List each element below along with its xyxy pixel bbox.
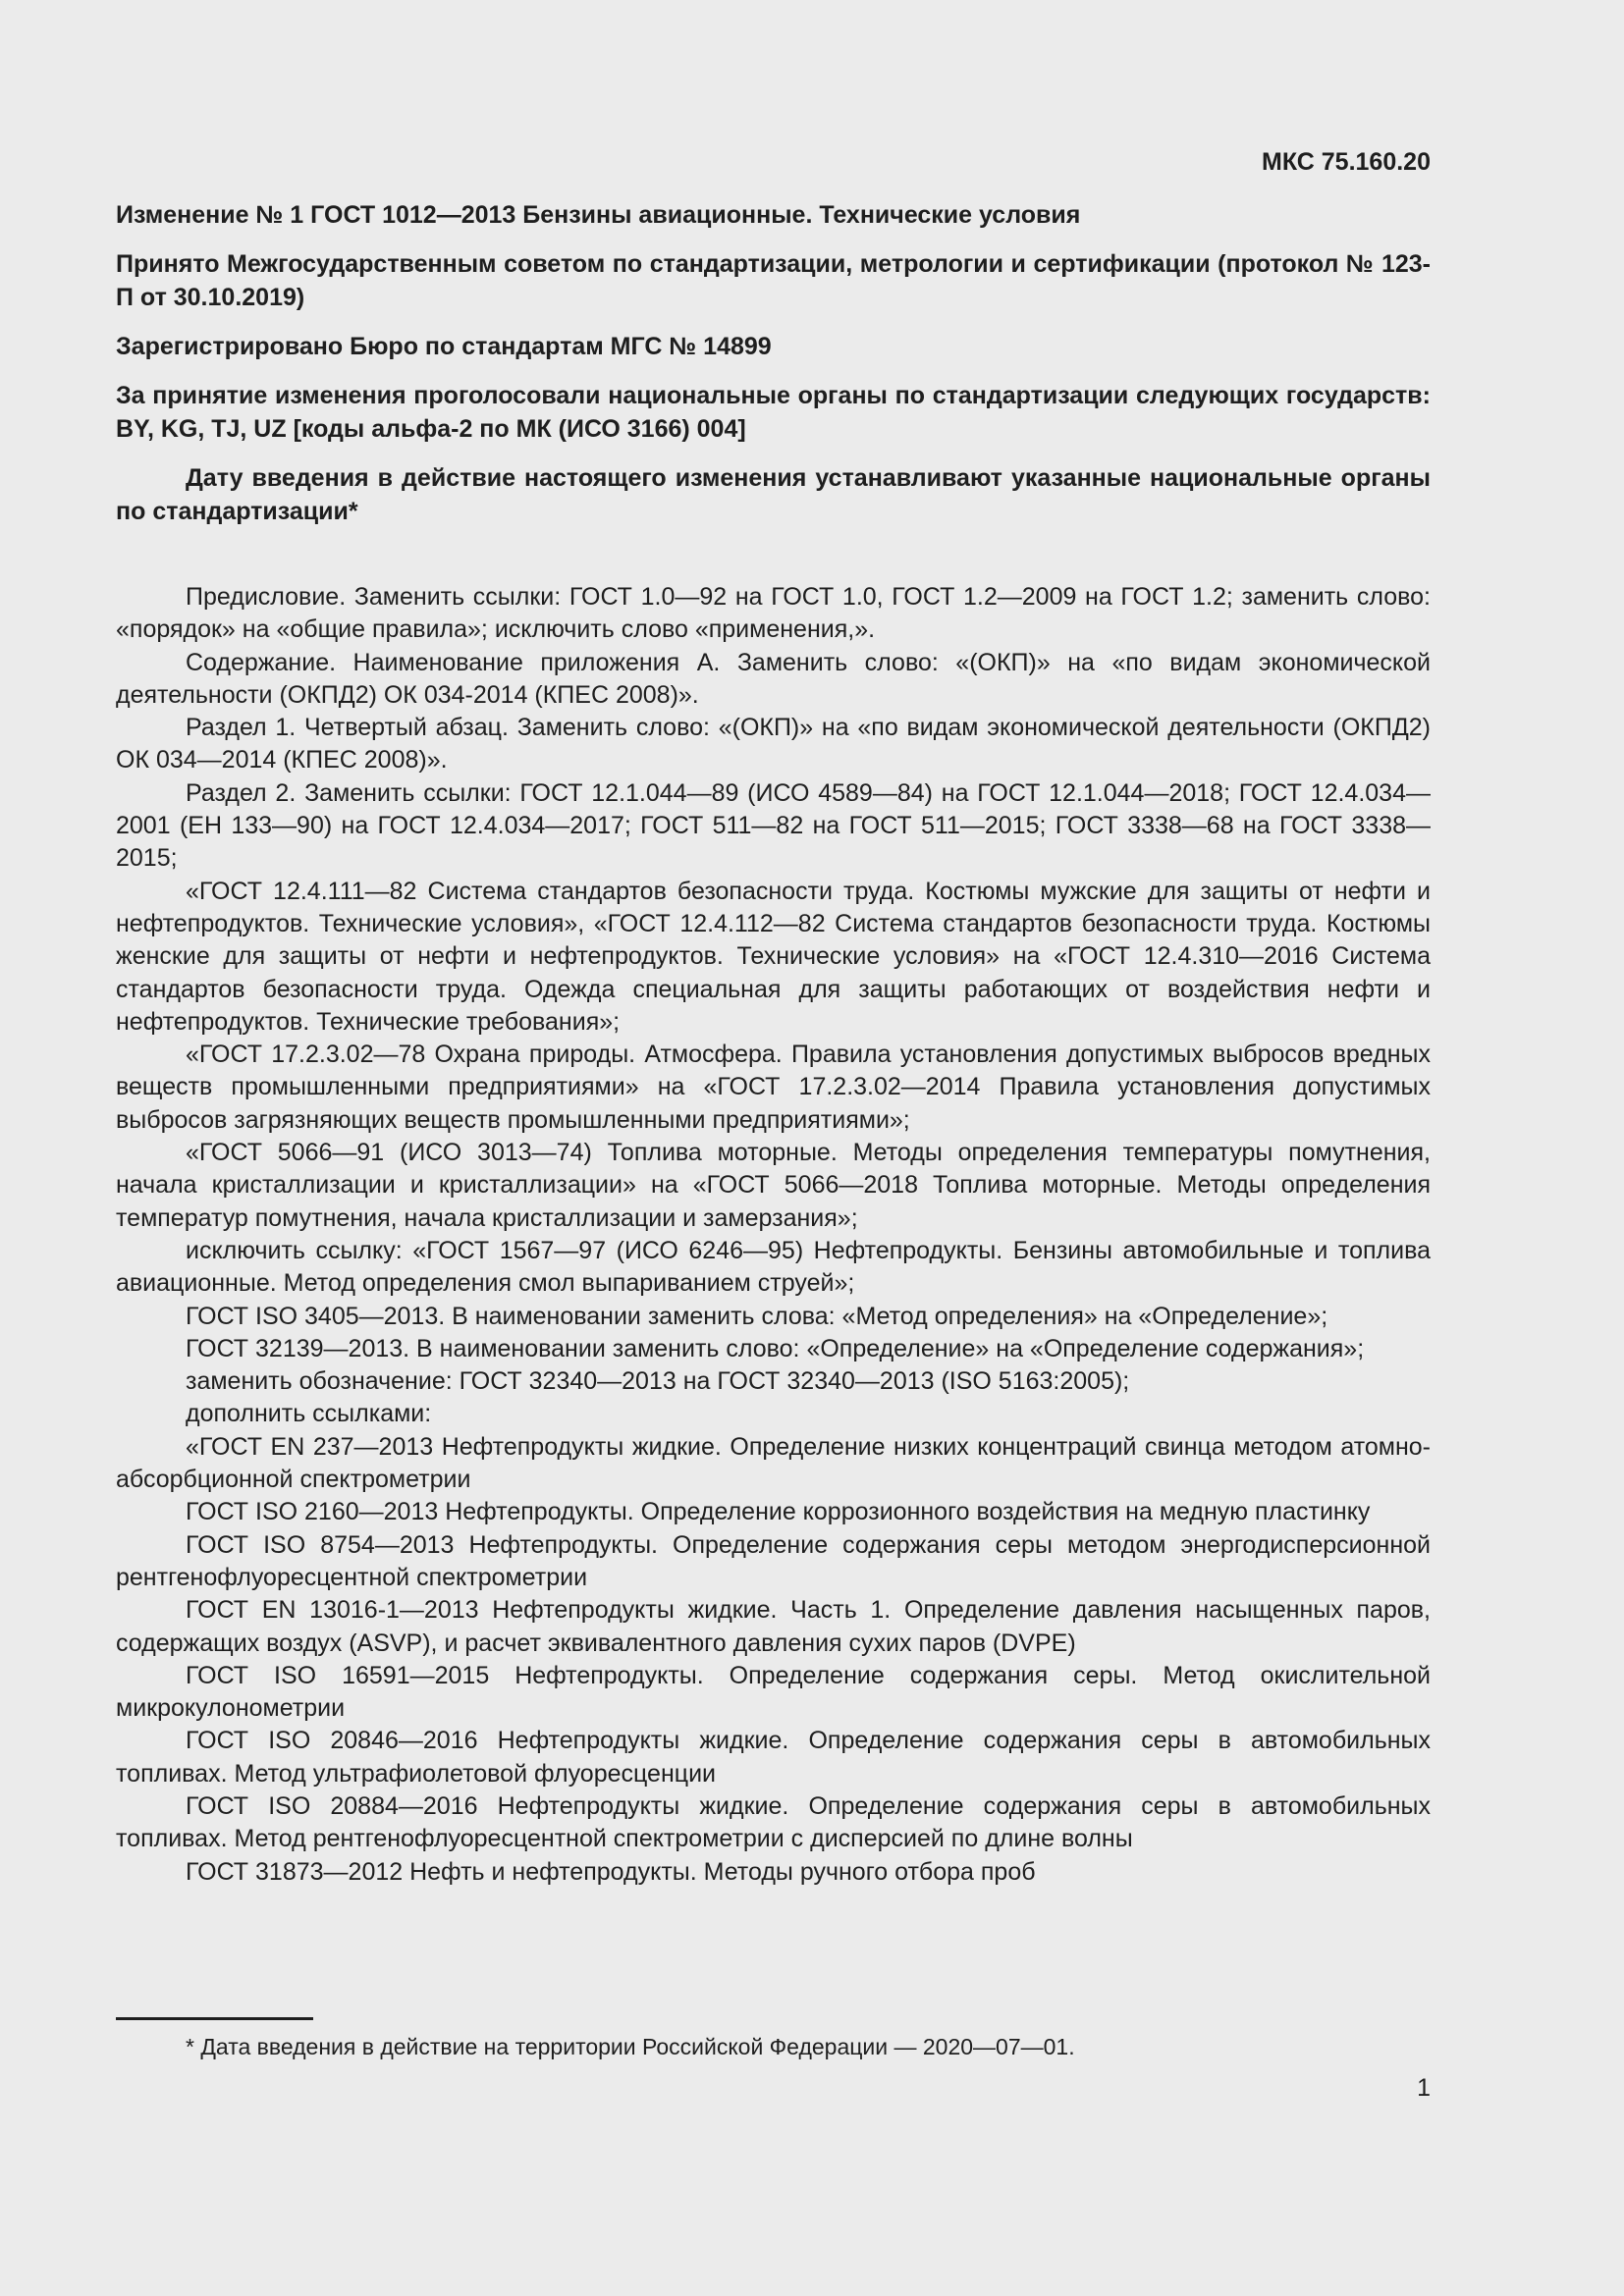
effective-date-statement: Дату введения в действие настоящего изменения устанавливают указанные национальные органы по стандартизации* bbox=[116, 464, 1431, 525]
voting-statement: За принятие изменения проголосовали национальные органы по стандартизации следующих государств: BY, KG, TJ, UZ [коды альфа-2 по МК (ИСО 3166) 004] bbox=[116, 382, 1431, 443]
page-number: 1 bbox=[1417, 2074, 1431, 2102]
body-paragraph: Раздел 2. Заменить ссылки: ГОСТ 12.1.044—89 (ИСО 4589—84) на ГОСТ 12.1.044—2018; ГОСТ 12.4.034—2001 (ЕН 133—90) на ГОСТ 12.4.034—2017; ГОСТ 511—82 на ГОСТ 511—2015; ГОСТ 3338—68 на ГОСТ 3338—2015; bbox=[116, 778, 1431, 873]
body-paragraph: Раздел 1. Четвертый абзац. Заменить слово: «(ОКП)» на «по видам экономической деятельности (ОКПД2) ОК 034—2014 (КПЕС 2008)». bbox=[116, 714, 1431, 774]
body-paragraph: ГОСТ 31873—2012 Нефть и нефтепродукты. Методы ручного отбора проб bbox=[186, 1857, 1036, 1886]
body-paragraph: «ГОСТ 12.4.111—82 Система стандартов безопасности труда. Костюмы мужские для защиты от нефти и нефтепродуктов. Технические условия», «ГОСТ 12.4.112—82 Система стандартов безопасности труда. Костюмы женские для защиты от нефти и нефтепродуктов. Технические условия» на «ГОСТ 12.4.310—2016 Система стандартов безопасности труда. Одежда специальная для защиты работающих от воздействия нефти и нефтепродуктов. Технические требования»; bbox=[116, 877, 1431, 1036]
body-paragraph: ГОСТ ISO 20884—2016 Нефтепродукты жидкие. Определение содержания серы в автомобильных топливах. Метод рентгенофлуоресцентной спектрометрии с дисперсией по длине волны bbox=[116, 1791, 1431, 1853]
amendment-title: Изменение № 1 ГОСТ 1012—2013 Бензины авиационные. Технические условия bbox=[116, 201, 1081, 229]
body-paragraph: «ГОСТ 17.2.3.02—78 Охрана природы. Атмосфера. Правила установления допустимых выбросов вредных веществ промышленными предприятиями» на «ГОСТ 17.2.3.02—2014 Правила установления допустимых выбросов загрязняющих веществ промышленными предприятиями»; bbox=[116, 1041, 1431, 1134]
body-paragraph: ГОСТ ISO 2160—2013 Нефтепродукты. Определение коррозионного воздействия на медную пластинку bbox=[186, 1498, 1371, 1526]
body-paragraph: ГОСТ ISO 8754—2013 Нефтепродукты. Определение содержания серы методом энергодисперсионной рентгенофлуоресцентной спектрометрии bbox=[116, 1530, 1431, 1591]
body-paragraph: «ГОСТ EN 237—2013 Нефтепродукты жидкие. Определение низких концентраций свинца методом атомно-абсорбционной спектрометрии bbox=[116, 1432, 1431, 1494]
document-page bbox=[116, 145, 1431, 1889]
body-paragraph: Предисловие. Заменить ссылки: ГОСТ 1.0—92 на ГОСТ 1.0, ГОСТ 1.2—2009 на ГОСТ 1.2; заменить слово: «порядок» на «общие правила»; исключить слово «применения,». bbox=[116, 583, 1431, 644]
body-paragraph: ГОСТ ISO 3405—2013. В наименовании заменить слова: «Метод определения» на «Определение»; bbox=[186, 1302, 1328, 1330]
mks-code: МКС 75.160.20 bbox=[1262, 148, 1431, 176]
footnote-separator bbox=[116, 2017, 313, 2020]
body-paragraph: ГОСТ 32139—2013. В наименовании заменить слово: «Определение» на «Определение содержания»; bbox=[186, 1334, 1365, 1362]
body-paragraph: дополнить ссылками: bbox=[186, 1400, 432, 1428]
body-paragraph: ГОСТ ISO 20846—2016 Нефтепродукты жидкие. Определение содержания серы в автомобильных топливах. Метод ультрафиолетовой флуоресценции bbox=[116, 1727, 1431, 1788]
body-paragraph: ГОСТ ISO 16591—2015 Нефтепродукты. Определение содержания серы. Метод окислительной микрокулонометрии bbox=[116, 1661, 1431, 1723]
amendment-body bbox=[116, 581, 1431, 1889]
body-paragraph: Содержание. Наименование приложения А. Заменить слово: «(ОКП)» на «по видам экономической деятельности (ОКПД2) ОК 034-2014 (КПЕС 2008)». bbox=[116, 648, 1431, 709]
body-paragraph: исключить ссылку: «ГОСТ 1567—97 (ИСО 6246—95) Нефтепродукты. Бензины автомобильные и топлива авиационные. Метод определения смол выпариванием струей»; bbox=[116, 1236, 1431, 1298]
body-paragraph: заменить обозначение: ГОСТ 32340—2013 на ГОСТ 32340—2013 (ISO 5163:2005); bbox=[186, 1367, 1130, 1396]
body-paragraph: «ГОСТ 5066—91 (ИСО 3013—74) Топлива моторные. Методы определения температуры помутнения, начала кристаллизации и кристаллизации» на «ГОСТ 5066—2018 Топлива моторные. Методы определения температур помутнения, начала кристаллизации и замерзания»; bbox=[116, 1139, 1431, 1232]
body-paragraph: ГОСТ EN 13016-1—2013 Нефтепродукты жидкие. Часть 1. Определение давления насыщенных паров, содержащих воздух (ASVP), и расчет эквивалентного давления сухих паров (DVPE) bbox=[116, 1596, 1431, 1657]
adoption-statement: Принято Межгосударственным советом по стандартизации, метрологии и сертификации (протокол № 123-П от 30.10.2019) bbox=[116, 250, 1431, 311]
registration-statement: Зарегистрировано Бюро по стандартам МГС № 14899 bbox=[116, 333, 772, 360]
footnote: * Дата введения в действие на территории Российской Федерации — 2020—07—01. bbox=[186, 2034, 1075, 2059]
